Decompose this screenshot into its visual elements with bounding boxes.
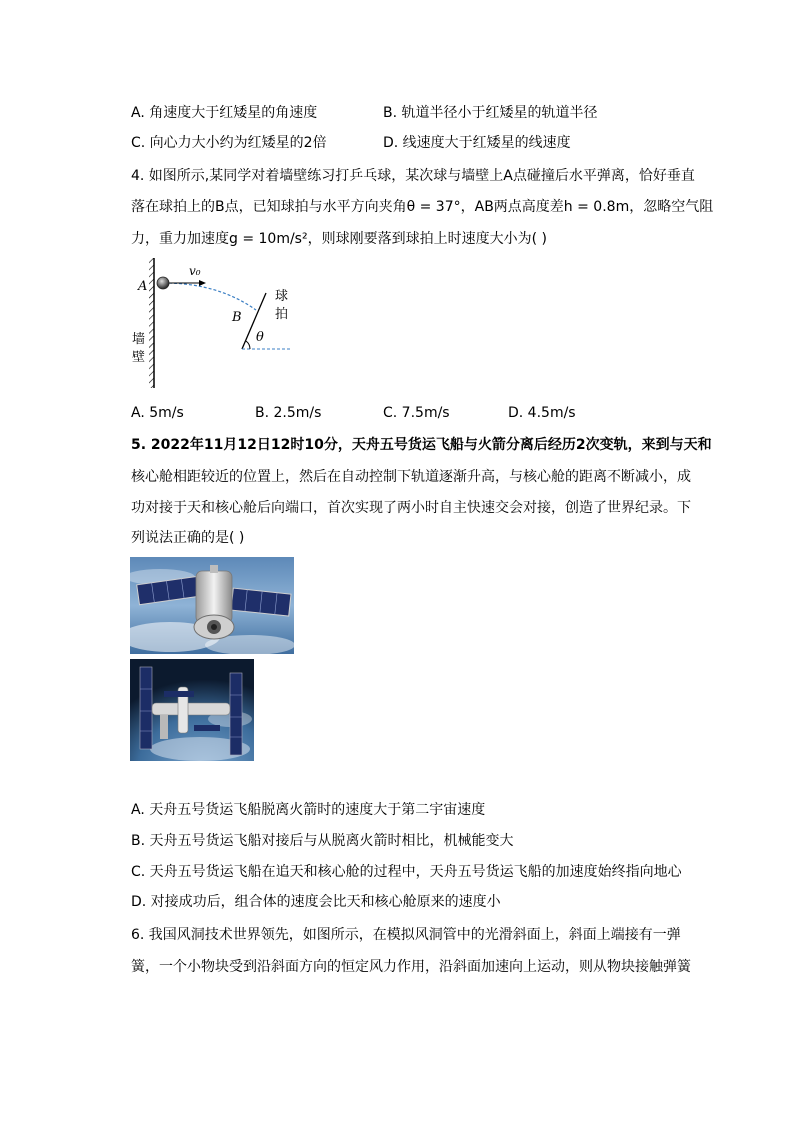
paddle-label-2: 拍 bbox=[275, 307, 289, 322]
q5-option-a: A. 天舟五号货运飞船脱离火箭时的速度大于第二宇宙速度 bbox=[131, 802, 486, 818]
point-b-label: B bbox=[232, 310, 242, 325]
q4-option-a: A. 5m/s bbox=[131, 405, 184, 421]
q5-stem-line-4: 列说法正确的是( ) bbox=[131, 530, 245, 546]
q3-option-a: A. 角速度大于红矮星的角速度 bbox=[131, 105, 318, 121]
q5-stem-line-3: 功对接于天和核心舱后向端口，首次实现了两小时自主快速交会对接，创造了世界纪录。下 bbox=[131, 500, 691, 516]
q4-option-c: C. 7.5m/s bbox=[383, 405, 450, 421]
q5-option-c: C. 天舟五号货运飞船在追天和核心舱的过程中，天舟五号货运飞船的加速度始终指向地心 bbox=[131, 864, 682, 880]
q3-option-b: B. 轨道半径小于红矮星的轨道半径 bbox=[383, 105, 598, 121]
angle-arc bbox=[246, 341, 250, 349]
wall-label-2: 壁 bbox=[132, 350, 146, 365]
trajectory-curve bbox=[164, 283, 256, 310]
tiangong-station-photo bbox=[130, 659, 254, 761]
ball bbox=[157, 277, 169, 289]
paddle-label-1: 球 bbox=[275, 289, 289, 304]
q6-stem-line-1: 6. 我国风洞技术世界领先，如图所示，在模拟风洞管中的光滑斜面上，斜面上端接有一弹 bbox=[131, 927, 681, 943]
q3-option-d: D. 线速度大于红矮星的线速度 bbox=[383, 135, 571, 151]
q4-stem-line-2: 落在球拍上的B点，已知球拍与水平方向夹角θ = 37°，AB两点高度差h = 0.8m，忽略空气阻 bbox=[131, 199, 714, 215]
theta-label: θ bbox=[256, 330, 264, 345]
wall-label-1: 墙 bbox=[132, 332, 146, 347]
q4-stem-line-3: 力，重力加速度g = 10m/s²，则球刚要落到球拍上时速度大小为( ) bbox=[131, 231, 547, 247]
v0-arrowhead bbox=[199, 280, 206, 286]
q4-stem-line-1: 4. 如图所示,某同学对着墙壁练习打乒乓球，某次球与墙壁上A点碰撞后水平弹离，恰好垂直 bbox=[131, 168, 695, 184]
q4-projectile-figure bbox=[128, 255, 303, 390]
v0-label: v₀ bbox=[189, 264, 201, 278]
q6-stem-line-2: 簧，一个小物块受到沿斜面方向的恒定风力作用，沿斜面加速向上运动，则从物块接触弹簧 bbox=[131, 959, 691, 975]
point-a-label: A bbox=[138, 279, 148, 294]
wall-hatching bbox=[149, 258, 154, 388]
tianzhou-spacecraft-photo bbox=[130, 557, 294, 654]
q5-option-d: D. 对接成功后，组合体的速度会比天和核心舱原来的速度小 bbox=[131, 894, 501, 910]
q3-option-c: C. 向心力大小约为红矮星的2倍 bbox=[131, 135, 327, 151]
q4-option-d: D. 4.5m/s bbox=[508, 405, 576, 421]
q4-option-b: B. 2.5m/s bbox=[255, 405, 322, 421]
q5-stem-line-2: 核心舱相距较近的位置上，然后在自动控制下轨道逐渐升高，与核心舱的距离不断减小，成 bbox=[131, 469, 691, 485]
q5-option-b: B. 天舟五号货运飞船对接后与从脱离火箭时相比，机械能变大 bbox=[131, 833, 514, 849]
q5-stem-line-1: 5. 2022年11月12日12时10分，天舟五号货运飞船与火箭分离后经历2次变轨，来到与天和 bbox=[131, 437, 712, 453]
